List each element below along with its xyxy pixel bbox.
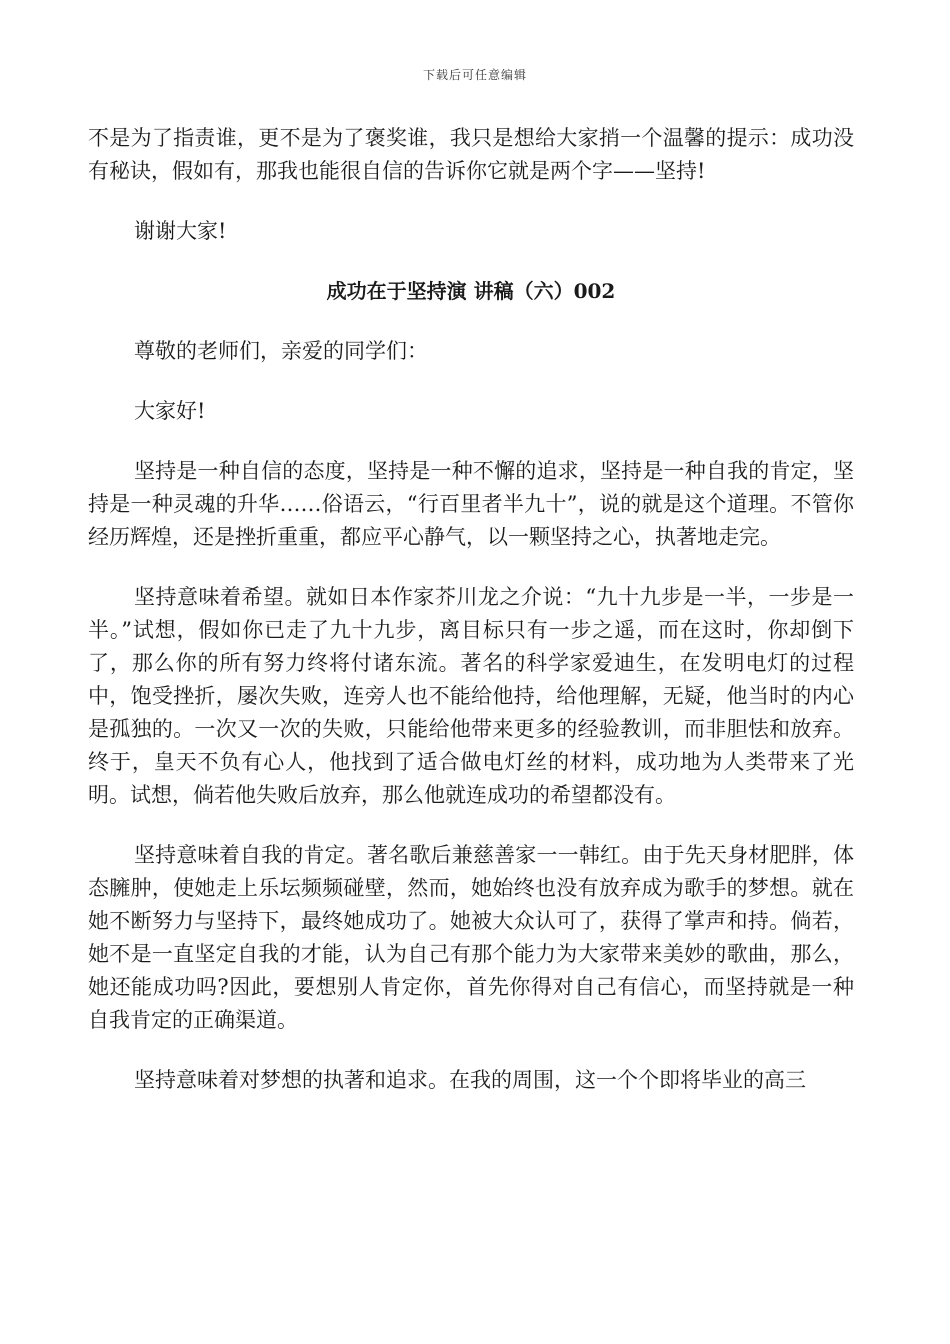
paragraph-greeting: 大家好!: [134, 399, 206, 423]
paragraph-salutation: 尊敬的老师们，亲爱的同学们：: [134, 339, 428, 363]
paragraph-self-affirmation: 坚持意味着自我的肯定。著名歌后兼慈善家一一韩红。由于先天身材肥胖，体态臃肿，使她走上乐坛频频碰壁，然而，她始终也没有放弃成为歌手的梦想。就在她不断努力与坚持下，最终她成功了。她被大众认可了，获得了掌声和持。倘若，她不是一直坚定自我的才能，认为自己有那个能力为大家带来美妙的歌曲，那么，她还能成功吗?因此，要想别人肯定你，首先你得对自己有信心，而坚持就是一种自我肯定的正确渠道。: [88, 843, 854, 1032]
paragraph-continuation: 不是为了指责谁，更不是为了褒奖谁，我只是想给大家捎一个温馨的提示：成功没有秘诀，假如有，那我也能很自信的告诉你它就是两个字——坚持!: [88, 126, 854, 183]
speech-title: 成功在于坚持演 讲稿（六）002: [326, 279, 616, 303]
paragraph-thanks: 谢谢大家!: [134, 219, 227, 243]
paragraph-dream: 坚持意味着对梦想的执著和追求。在我的周围，这一个个即将毕业的高三: [134, 1068, 806, 1092]
paragraph-hope: 坚持意味着希望。就如日本作家芥川龙之介说：“九十九步是一半，一步是一半。”试想，假如你已走了九十九步，离目标只有一步之遥，而在这时，你却倒下了，那么你的所有努力终将付诸东流。著名的科学家爱迪生，在发明电灯的过程中，饱受挫折，屡次失败，连旁人也不能给他持，给他理解，无疑，他当时的内心是孤独的。一次又一次的失败，只能给他带来更多的经验教训，而非胆怯和放弃。终于，皇天不负有心人，他找到了适合做电灯丝的材料，成功地为人类带来了光明。试想，倘若他失败后放弃，那么他就连成功的希望都没有。: [88, 585, 854, 807]
document-body: [88, 122, 854, 1124]
header-note: 下载后可任意编辑: [422, 68, 527, 82]
paragraph-intro: 坚持是一种自信的态度，坚持是一种不懈的追求，坚持是一种自我的肯定，坚持是一种灵魂的升华……俗语云，“行百里者半九十”，说的就是这个道理。不管你经历辉煌，还是挫折重重，都应平心静气，以一颗坚持之心，执著地走完。: [88, 459, 854, 549]
